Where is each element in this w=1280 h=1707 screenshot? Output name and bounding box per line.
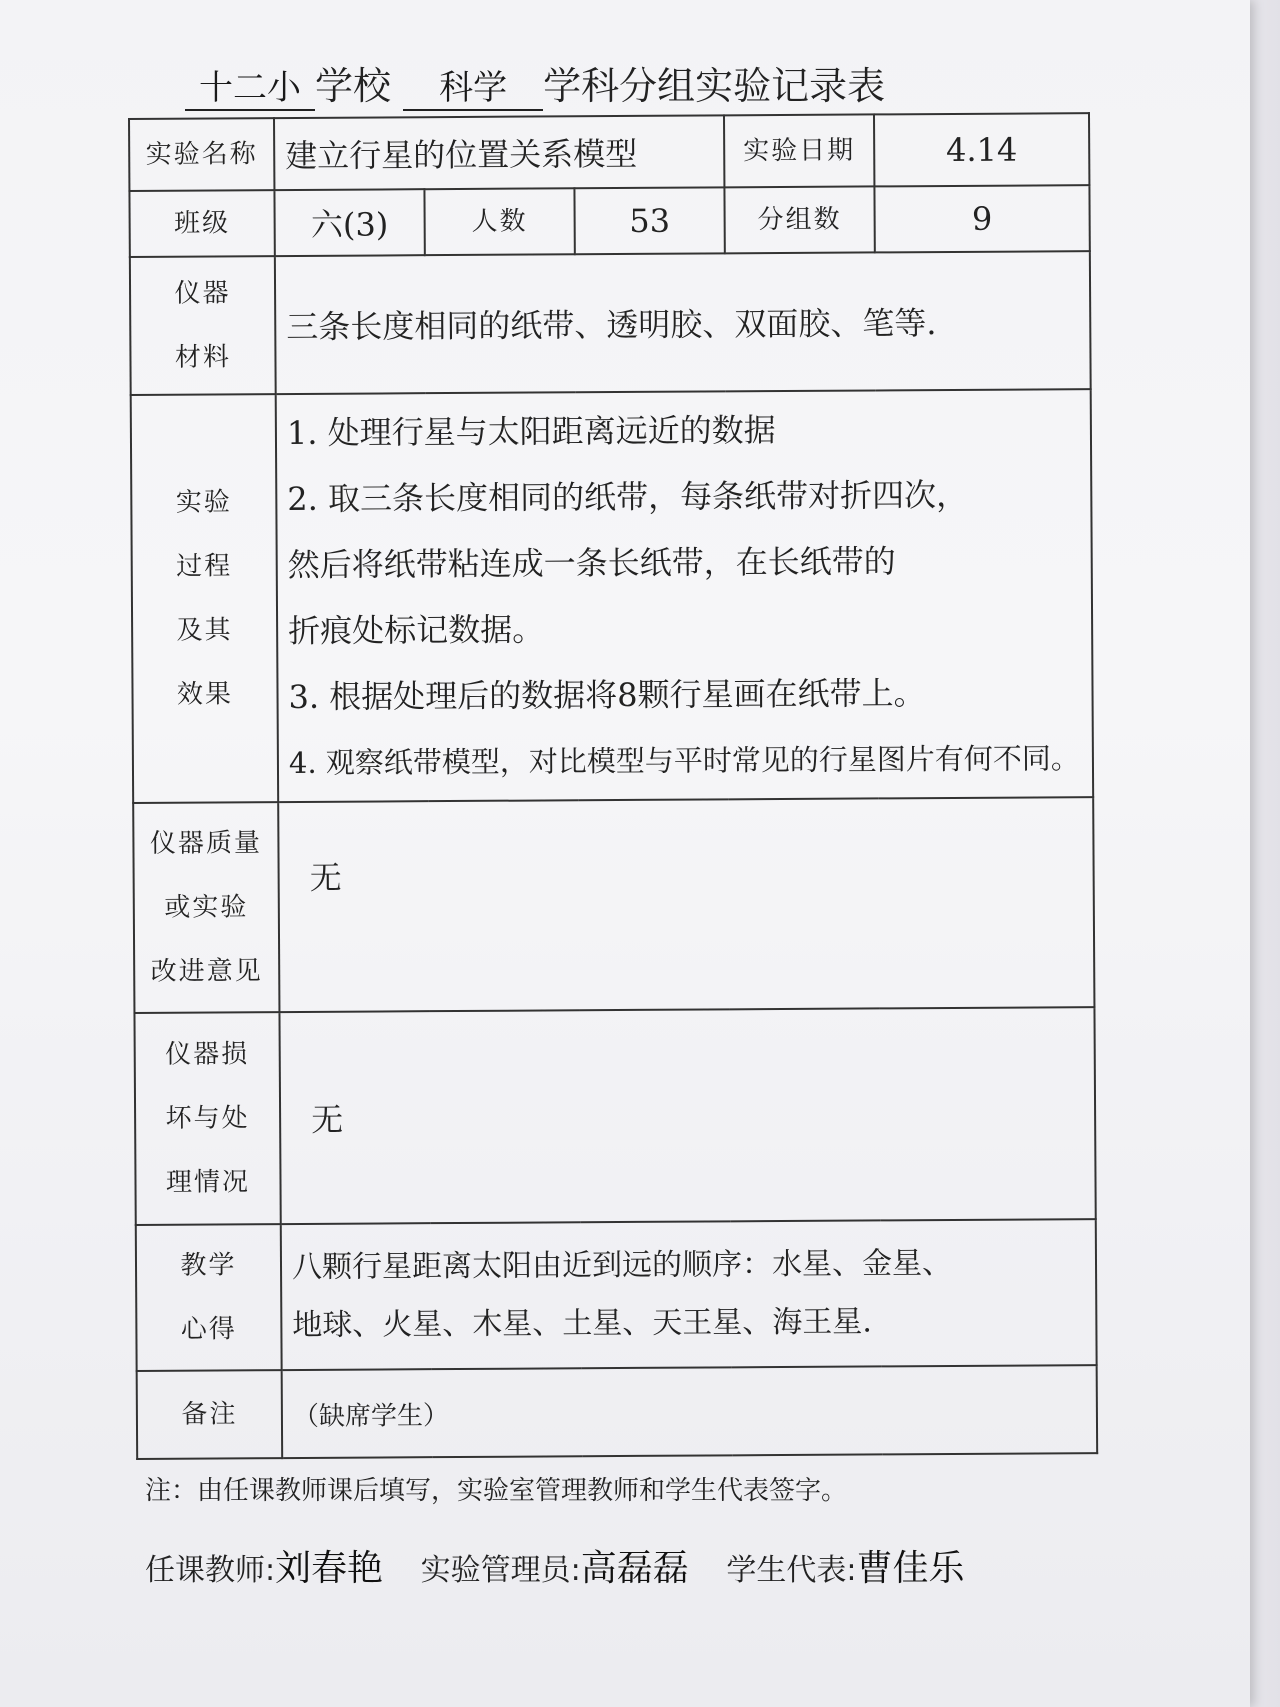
damage-label: [134, 1012, 280, 1225]
group-count-value: 9: [874, 185, 1089, 252]
table-row: [131, 389, 1093, 803]
group-count-label: 分组数: [724, 186, 874, 253]
reflection-value: [281, 1219, 1097, 1370]
equipment-label-line: 仪器: [174, 278, 231, 309]
reflection-line: 八颗行星距离太阳由近到远的顺序：水星、金星、: [291, 1245, 953, 1286]
form-title: [185, 55, 1085, 115]
teacher-signature: 刘春艳: [275, 1548, 384, 1589]
form-label: 学科分组实验记录表: [543, 64, 886, 108]
equipment-value: 三条长度相同的纸带、透明胶、双面胶、笔等.: [275, 251, 1091, 394]
quality-label: [133, 802, 279, 1013]
school-name-fill: 十二小: [185, 60, 315, 111]
damage-label-line: 坏与处: [165, 1103, 250, 1134]
table-row: [130, 251, 1091, 395]
headcount-value: 53: [574, 187, 724, 254]
process-label-line: 及其: [176, 615, 233, 646]
subject-fill: 科学: [403, 60, 543, 111]
process-label-line: 过程: [176, 551, 233, 582]
reflection-label-line: 心得: [180, 1314, 237, 1345]
reflection-label-line: 教学: [180, 1250, 237, 1281]
experiment-date-label: 实验日期: [724, 114, 874, 187]
admin-label: 实验管理员:: [420, 1553, 581, 1588]
process-steps: [276, 389, 1093, 802]
remarks-value: （缺席学生）: [282, 1365, 1098, 1458]
process-label: [131, 394, 278, 803]
footer-note: 注：由任课教师课后填写，实验室管理教师和学生代表签字。: [145, 1476, 848, 1506]
student-signature: 曹佳乐: [856, 1548, 965, 1589]
remarks-label: 备注: [137, 1370, 283, 1459]
student-label: 学生代表:: [726, 1553, 857, 1588]
experiment-name-label: 实验名称: [129, 118, 274, 191]
class-label: 班级: [129, 190, 274, 257]
table-row: [137, 1365, 1098, 1459]
class-value: 六(3): [274, 189, 424, 256]
signature-line: [145, 1540, 992, 1591]
teacher-label: 任课教师:: [145, 1553, 276, 1588]
process-step: 2. 取三条长度相同的纸带，每条纸带对折四次，: [287, 475, 969, 519]
table-row: [133, 797, 1094, 1013]
quality-label-line: 改进意见: [150, 956, 263, 987]
damage-label-line: 理情况: [165, 1167, 251, 1198]
reflection-label: [136, 1224, 282, 1371]
quality-label-line: 仪器质量: [149, 828, 263, 859]
experiment-record-table: [128, 112, 1098, 1460]
damage-label-line: 仪器损: [165, 1039, 250, 1070]
table-row: [129, 185, 1089, 257]
process-label-line: 实验: [175, 487, 232, 518]
equipment-label: [130, 256, 276, 395]
table-row: [129, 113, 1089, 191]
damage-value: 无: [279, 1007, 1095, 1224]
table-row: [134, 1007, 1095, 1225]
process-step: 3. 根据处理后的数据将8颗行星画在纸带上。: [288, 674, 926, 717]
experiment-name-value: 建立行星的位置关系模型: [274, 115, 724, 190]
reflection-line: 地球、火星、木星、土星、天王星、海王星.: [292, 1304, 873, 1344]
process-step: 然后将纸带粘连成一条长纸带，在长纸带的: [287, 542, 896, 585]
school-label: 学校: [315, 64, 392, 108]
process-label-line: 效果: [176, 679, 234, 710]
quality-value: 无: [278, 797, 1094, 1012]
equipment-label-line: 材料: [174, 342, 232, 373]
admin-signature: 高磊磊: [580, 1548, 689, 1589]
headcount-label: 人数: [424, 188, 574, 255]
quality-label-line: 或实验: [164, 892, 249, 923]
process-step: 1. 处理行星与太阳距离远近的数据: [286, 411, 776, 453]
process-step: 4. 观察纸带模型，对比模型与平时常见的行星图片有何不同。: [288, 741, 1080, 781]
experiment-date-value: 4.14: [874, 113, 1089, 186]
table-row: [136, 1219, 1097, 1371]
process-step: 折痕处标记数据。: [288, 610, 545, 651]
